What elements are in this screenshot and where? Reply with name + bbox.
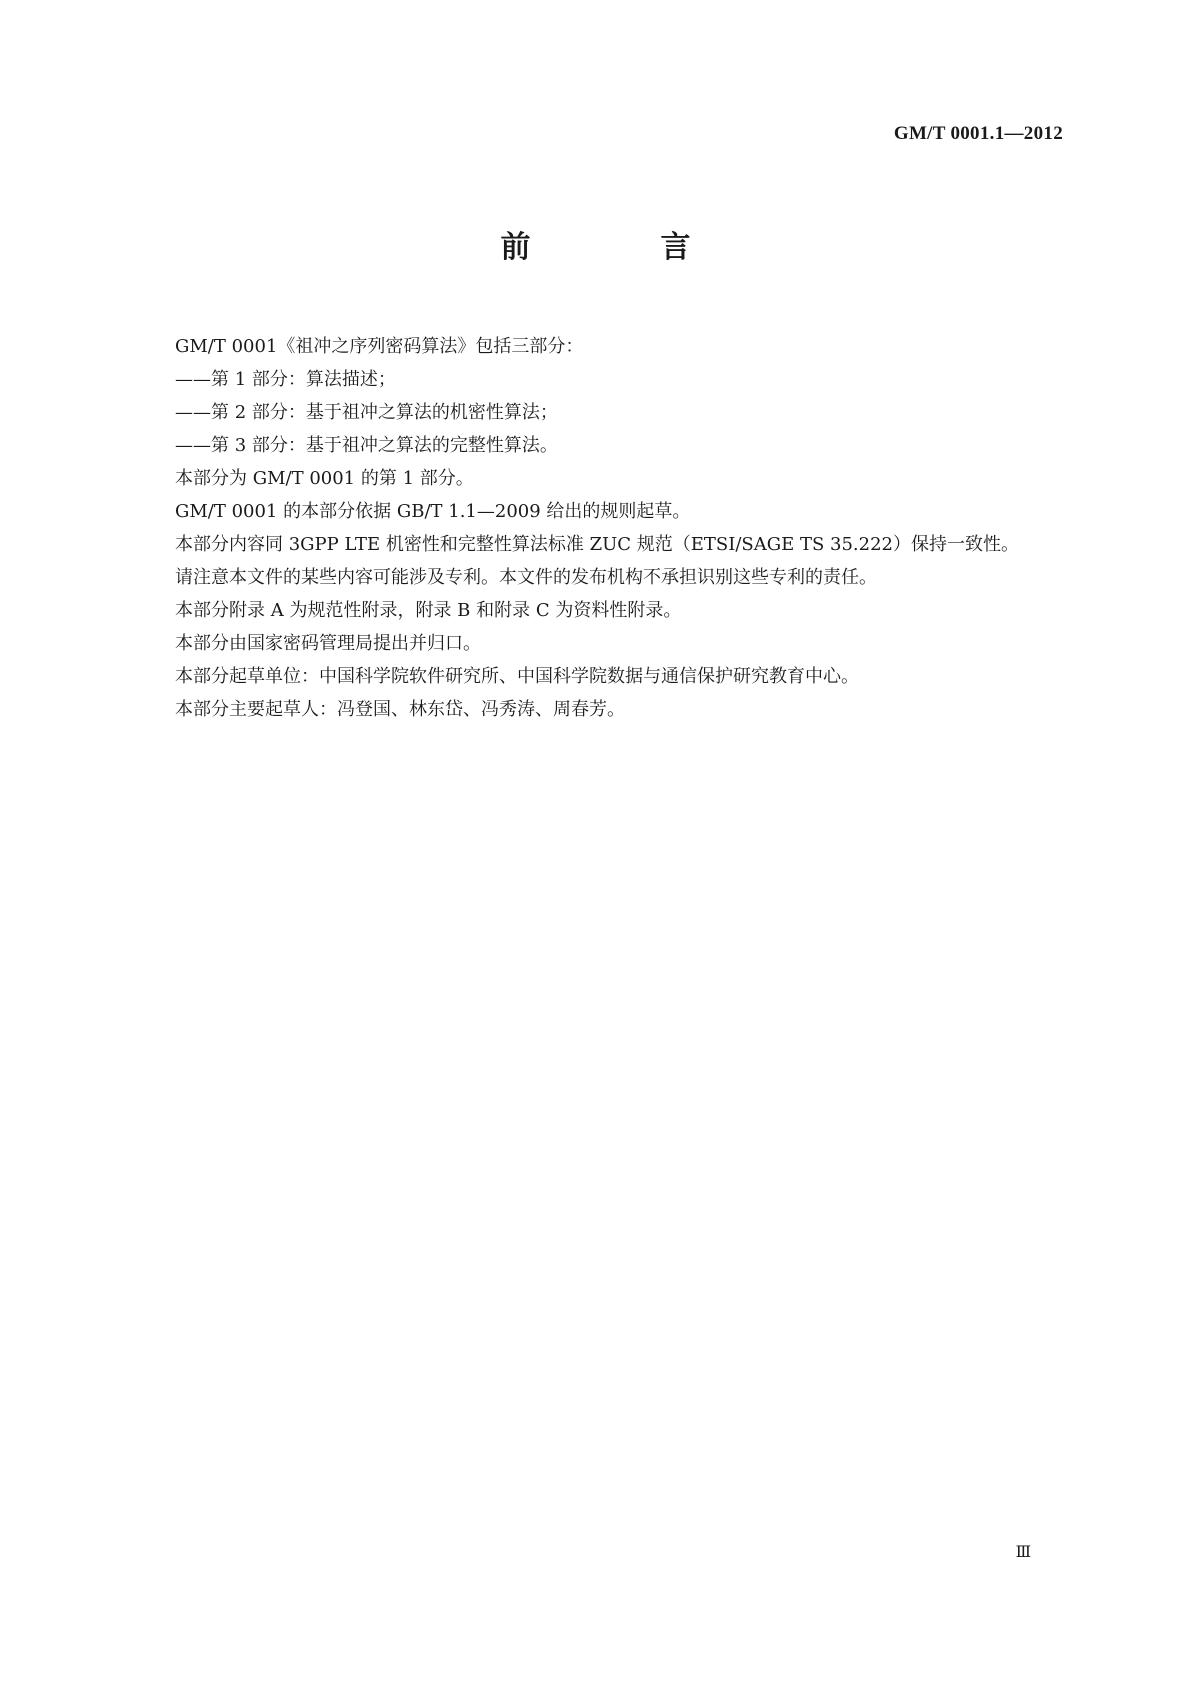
paragraph: 本部分附录 A 为规范性附录，附录 B 和附录 C 为资料性附录。 bbox=[175, 600, 682, 621]
paragraph: ——第 3 部分：基于祖冲之算法的完整性算法。 bbox=[175, 435, 558, 456]
paragraph: 本部分主要起草人：冯登国、林东岱、冯秀涛、周春芳。 bbox=[175, 699, 625, 720]
foreword-body bbox=[135, 330, 1057, 726]
page-title: 前 言 bbox=[500, 230, 741, 265]
page-number: Ⅲ bbox=[1015, 1544, 1031, 1561]
paragraph: GM/T 0001《祖冲之序列密码算法》包括三部分： bbox=[175, 336, 584, 357]
paragraph: 本部分起草单位：中国科学院软件研究所、中国科学院数据与通信保护研究教育中心。 bbox=[175, 666, 859, 687]
paragraph: 本部分内容同 3GPP LTE 机密性和完整性算法标准 ZUC 规范（ETSI/SAGE TS 35.222）保持一致性。 bbox=[175, 534, 1020, 555]
standard-code: GM/T 0001.1—2012 bbox=[893, 123, 1063, 144]
paragraph: 本部分为 GM/T 0001 的第 1 部分。 bbox=[175, 468, 474, 489]
paragraph: ——第 1 部分：算法描述； bbox=[175, 369, 396, 390]
paragraph: ——第 2 部分：基于祖冲之算法的机密性算法； bbox=[175, 402, 558, 423]
paragraph: 本部分由国家密码管理局提出并归口。 bbox=[175, 633, 481, 654]
paragraph: 请注意本文件的某些内容可能涉及专利。本文件的发布机构不承担识别这些专利的责任。 bbox=[175, 567, 877, 588]
paragraph: GM/T 0001 的本部分依据 GB/T 1.1—2009 给出的规则起草。 bbox=[175, 501, 691, 522]
